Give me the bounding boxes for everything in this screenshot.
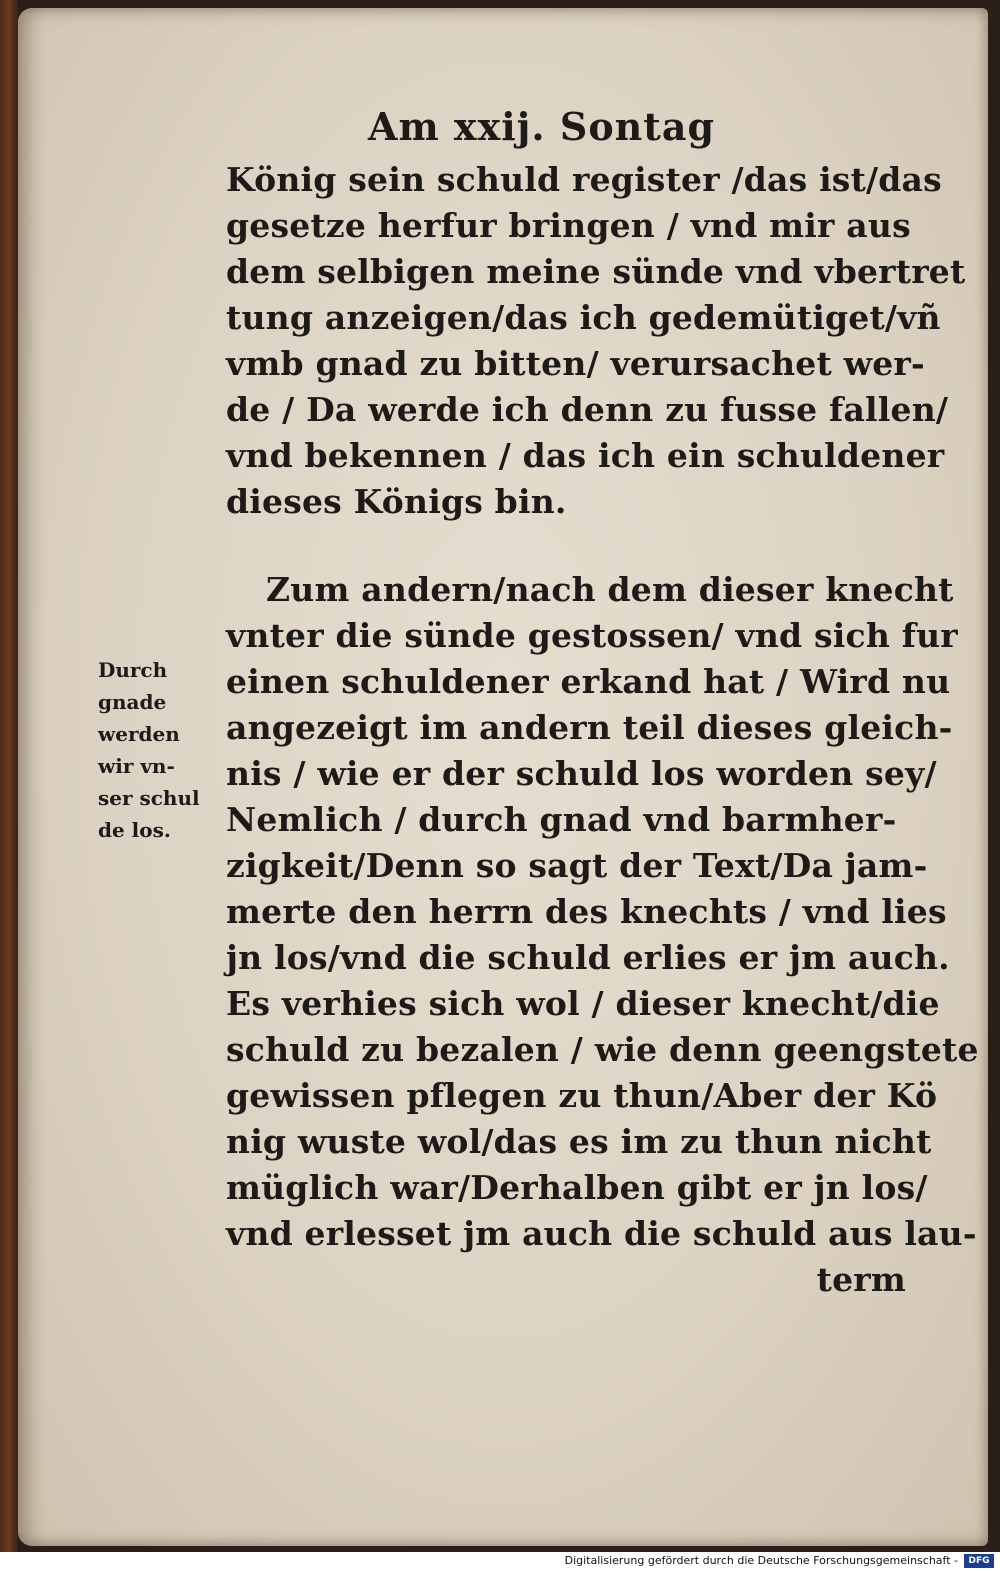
- text-line: gewissen pflegen zu thun/Aber der Kö: [226, 1076, 938, 1115]
- text-line: schuld zu bezalen / wie denn geengstete: [226, 1030, 979, 1069]
- text-line: müglich war/Derhalben gibt er jn los/: [226, 1168, 928, 1207]
- marginal-note-line: gnade: [98, 690, 167, 714]
- page-heading: Am xxij. Sontag: [368, 104, 716, 149]
- text-line: jn los/vnd die schuld erlies er jm auch.: [226, 938, 950, 977]
- text-line: vnter die sünde gestossen/ vnd sich fur: [226, 616, 958, 655]
- marginal-note-line: wir vn-: [98, 754, 175, 778]
- text-line: nig wuste wol/das es im zu thun nicht: [226, 1122, 932, 1161]
- text-line: angezeigt im andern teil dieses gleich-: [226, 708, 953, 747]
- text-line: einen schuldener erkand hat / Wird nu: [226, 662, 951, 701]
- text-line: Zum andern/nach dem dieser knecht: [266, 570, 954, 609]
- text-line: gesetze herfur bringen / vnd mir aus: [226, 206, 911, 245]
- marginal-note-line: de los.: [98, 818, 171, 842]
- book-binding-edge: [0, 0, 18, 1552]
- text-line: dieses Königs bin.: [226, 482, 567, 521]
- text-line: tung anzeigen/das ich gedemütiget/vñ: [226, 298, 941, 337]
- marginal-note-line: werden: [98, 722, 180, 746]
- text-line: merte den herrn des knechts / vnd lies: [226, 892, 947, 931]
- marginal-note-line: ser schul: [98, 786, 200, 810]
- text-line: Es verhies sich wol / dieser knecht/die: [226, 984, 940, 1023]
- text-line: zigkeit/Denn so sagt der Text/Da jam-: [226, 846, 928, 885]
- marginal-note-line: Durch: [98, 658, 168, 682]
- dfg-logo-icon: DFG: [964, 1554, 994, 1568]
- text-line: Nemlich / durch gnad vnd barmher-: [226, 800, 897, 839]
- text-line: nis / wie er der schuld los worden sey/: [226, 754, 937, 793]
- dfg-credit-text: Digitalisierung gefördert durch die Deutsche Forschungsgemeinschaft -: [564, 1554, 958, 1567]
- catchword: term: [816, 1260, 906, 1299]
- text-line: vnd bekennen / das ich ein schuldener: [226, 436, 945, 475]
- footer-bar: [0, 1552, 1000, 1571]
- text-line: König sein schuld register /das ist/das: [226, 160, 942, 199]
- text-line: vnd erlesset jm auch die schuld aus lau-: [226, 1214, 977, 1253]
- text-line: de / Da werde ich denn zu fusse fallen/: [226, 390, 949, 429]
- text-line: vmb gnad zu bitten/ verursachet wer-: [226, 344, 925, 383]
- text-line: dem selbigen meine sünde vnd vbertret: [226, 252, 966, 291]
